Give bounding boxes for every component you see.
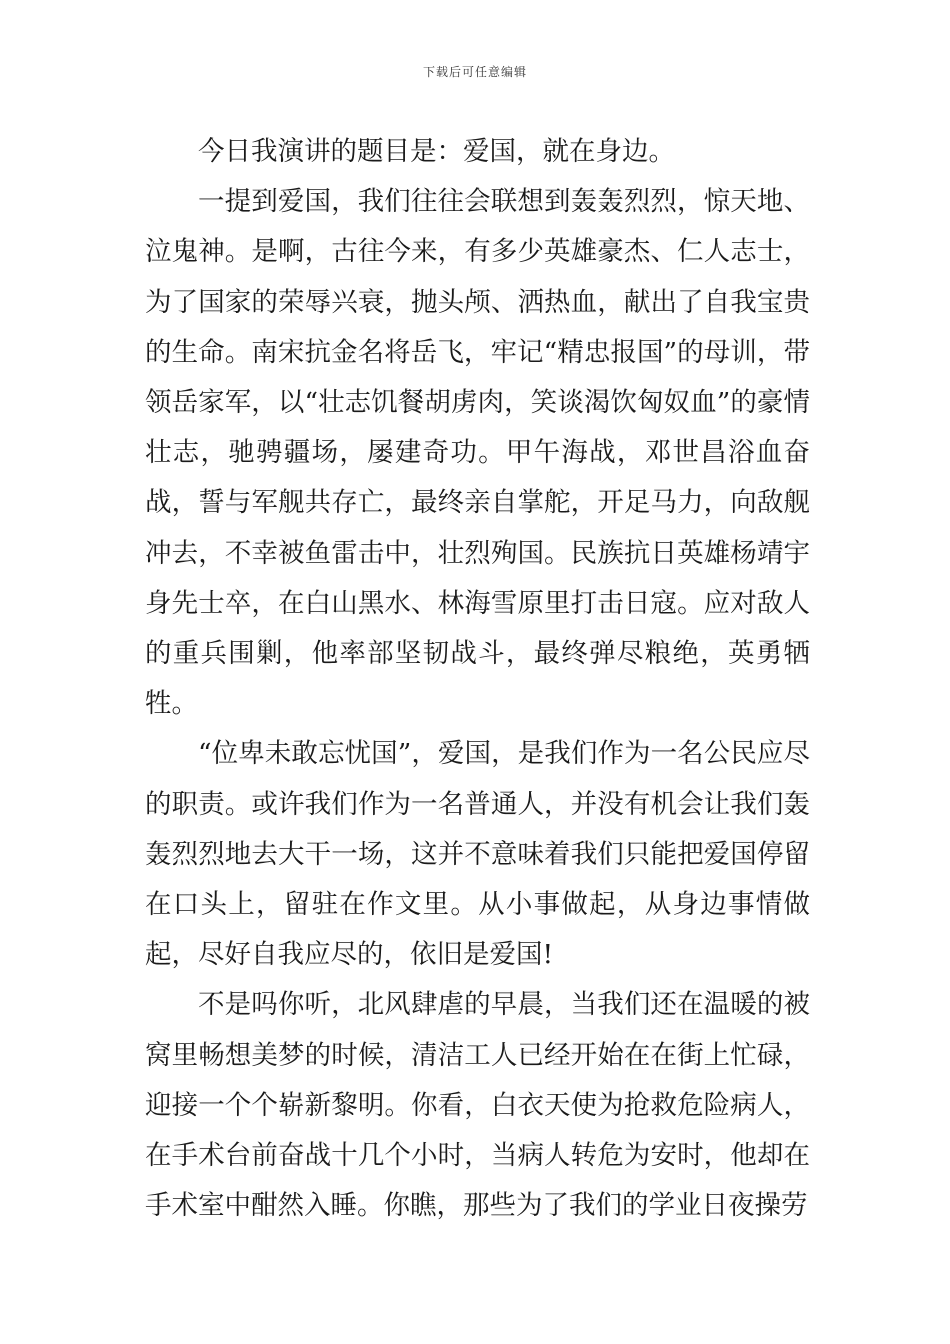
paragraph-title-intro: 今日我演讲的题目是：爱国，就在身边。: [198, 136, 675, 167]
paragraph-everyday-examples: 不是吗你听，北风肆虐的早晨，当我们还在温暖的被窝里畅想美梦的时候，清洁工人已经开始在在街上忙碌，迎接一个个崭新黎明。你看，白衣天使为抢救危险病人，在手术台前奋战十几个小时，当病人转危为安时，他却在手术室中酣然入睡。你瞧，那些为了我们的学业日夜操劳: [145, 989, 810, 1222]
paragraph-citizen-duty: “位卑未敢忘忧国”，爱国，是我们作为一名公民应尽的职责。或许我们作为一名普通人，并没有机会让我们轰轰烈烈地去大干一场，这并不意味着我们只能把爱国停留在口头上，留驻在作文里。从小事做起，从身边事情做起，尽好自我应尽的，依旧是爱国!: [145, 738, 810, 971]
paragraph-heroes: 一提到爱国，我们往往会联想到轰轰烈烈，惊天地、泣鬼神。是啊，古往今来，有多少英雄豪杰、仁人志士，为了国家的荣辱兴衰，抛头颅、洒热血，献出了自我宝贵的生命。南宋抗金名将岳飞，牢记“精忠报国”的母训，带领岳家军，以“壮志饥餐胡虏肉，笑谈渴饮匈奴血”的豪情壮志，驰骋疆场，屡建奇功。甲午海战，邓世昌浴血奋战，誓与军舰共存亡，最终亲自掌舵，开足马力，向敌舰冲去，不幸被鱼雷击中，壮烈殉国。民族抗日英雄杨靖宇身先士卒，在白山黑水、林海雪原里打击日寇。应对敌人的重兵围剿，他率部坚韧战斗，最终弹尽粮绝，英勇牺牲。: [145, 186, 810, 720]
page-header: 下载后可任意编辑: [422, 65, 527, 79]
speech-body: [145, 127, 810, 1231]
